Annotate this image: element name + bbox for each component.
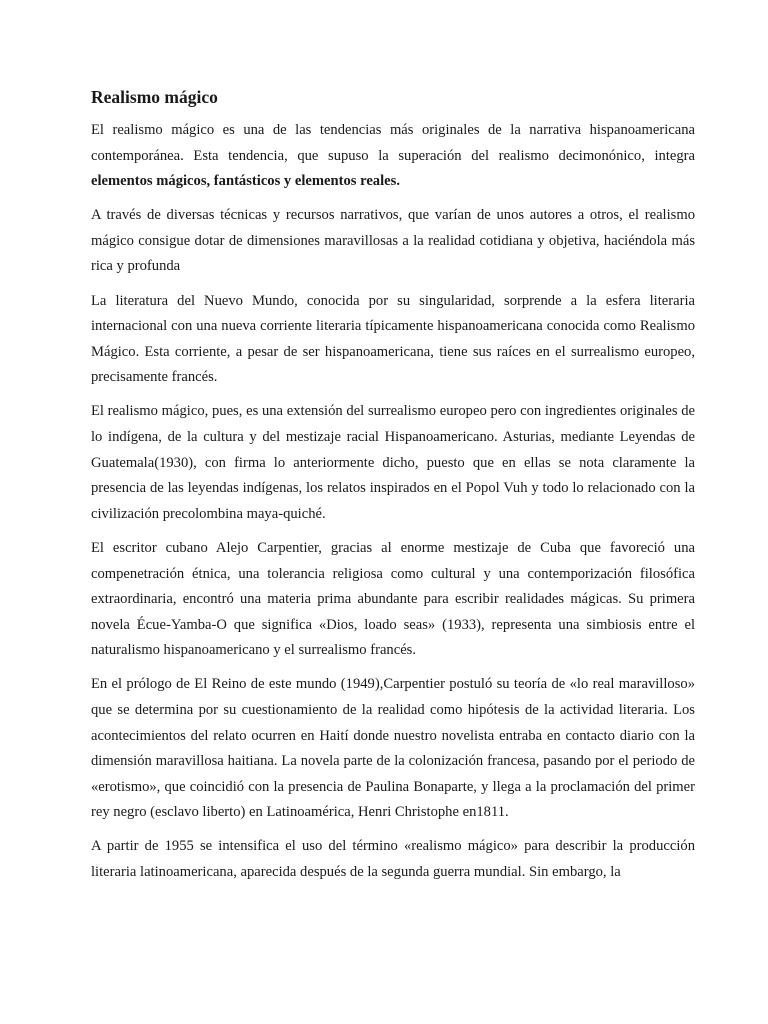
intro-text: El realismo mágico es una de las tendencias más originales de la narrativa hispanoamericana contemporánea. Esta tendencia, que supuso la superación del realismo decimonónico, integra (91, 122, 695, 164)
document-title: Realismo mágico (91, 87, 218, 107)
paragraph: En el prólogo de El Reino de este mundo (1949),Carpentier postuló su teoría de «lo real maravilloso» que se determina por su cuestionamiento de la realidad como hipótesis de la actividad literaria. Los acontecimientos del relato ocurren en Haití donde nuestro novelista entraba en contacto diario con la dimensión maravillosa haitiana. La novela parte de la colonización francesa, pasando por el periodo de «erotismo», que coincidió con la presencia de Paulina Bonaparte, y llega a la proclamación del primer rey negro (esclavo liberto) en Latinoamérica, Henri Christophe en1811. (91, 676, 695, 821)
paragraph: A través de diversas técnicas y recursos narrativos, que varían de unos autores a otros, el realismo mágico consigue dotar de dimensiones maravillosas a la realidad cotidiana y objetiva, haciéndola más rica y profunda (91, 207, 695, 275)
intro-paragraph (91, 118, 695, 195)
paragraph: A partir de 1955 se intensifica el uso del término «realismo mágico» para describir la producción literaria latinoamericana, aparecida después de la segunda guerra mundial. Sin embargo, la (91, 838, 695, 881)
intro-bold-text: elementos mágicos, fantásticos y elementos reales. (91, 173, 400, 190)
paragraph: La literatura del Nuevo Mundo, conocida por su singularidad, sorprende a la esfera literaria internacional con una nueva corriente literaria típicamente hispanoamericana conocida como Realismo Mágico. Esta corriente, a pesar de ser hispanoamericana, tiene sus raíces en el surrealismo europeo, precisamente francés. (91, 292, 695, 386)
paragraph: El realismo mágico, pues, es una extensión del surrealismo europeo pero con ingredientes originales de lo indígena, de la cultura y del mestizaje racial Hispanoamericano. Asturias, mediante Leyendas de Guatemala(1930), con firma lo anteriormente dicho, puesto que en ellas se nota claramente la presencia de las leyendas indígenas, los relatos inspirados en el Popol Vuh y todo lo relacionado con la civilización precolombina maya-quiché. (91, 403, 695, 522)
paragraph: El escritor cubano Alejo Carpentier, gracias al enorme mestizaje de Cuba que favoreció una compenetración étnica, una tolerancia religiosa como cultural y una contemporización filosófica extraordinaria, encontró una materia prima abundante para escribir realidades mágicas. Su primera novela Écue-Yamba-O que significa «Dios, loado seas» (1933), representa una simbiosis entre el naturalismo hispanoamericano y el surrealismo francés. (91, 539, 695, 659)
document-body (91, 84, 695, 894)
